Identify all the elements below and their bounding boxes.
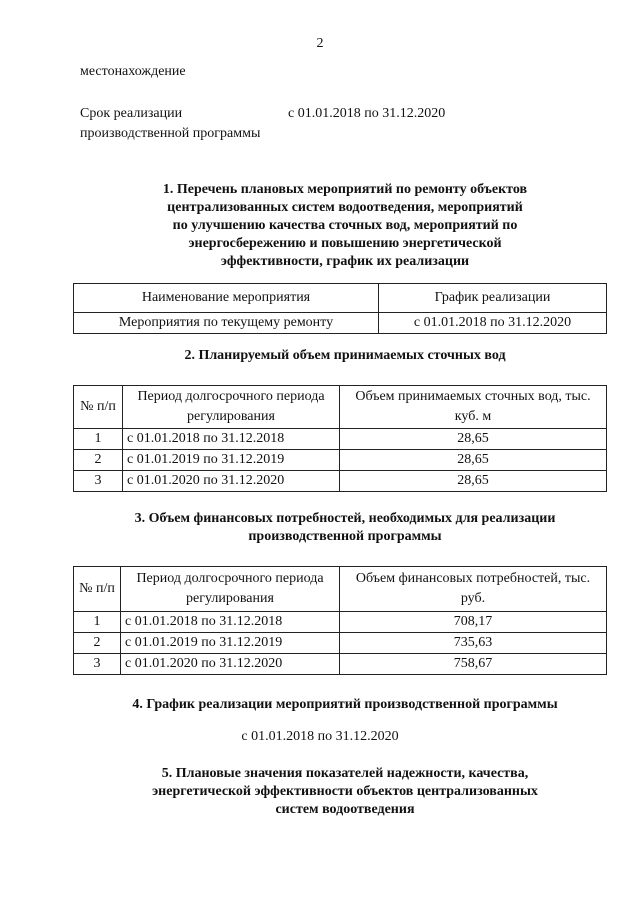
table-cell: с 01.01.2019 по 31.12.2019 bbox=[121, 633, 340, 654]
section-2-title: 2. Планируемый объем принимаемых сточных вод bbox=[184, 348, 506, 363]
table-header-cell: Период долгосрочного периода регулирования bbox=[123, 386, 340, 429]
table-cell: 708,17 bbox=[340, 612, 607, 633]
table-cell: 1 bbox=[74, 429, 123, 450]
table-header-row bbox=[74, 284, 607, 313]
table-row bbox=[74, 313, 607, 334]
term-label-line2: производственной программы bbox=[80, 126, 261, 141]
table-header-cell: № п/п bbox=[74, 567, 121, 612]
table-cell: 1 bbox=[74, 612, 121, 633]
section-1-table bbox=[73, 283, 607, 334]
table-row bbox=[74, 429, 607, 450]
table-cell: с 01.01.2020 по 31.12.2020 bbox=[123, 471, 340, 492]
section-5-title: 5. Плановые значения показателей надежности, качества, энергетической эффективности объектов централизованных систем водоотведения bbox=[152, 766, 538, 817]
term-value: с 01.01.2018 по 31.12.2020 bbox=[288, 106, 446, 121]
table-header-row bbox=[74, 386, 607, 429]
table-header-cell: Объем принимаемых сточных вод, тыс. куб. м bbox=[340, 386, 607, 429]
section-4-title: 4. График реализации мероприятий производственной программы bbox=[132, 697, 558, 712]
table-header-row bbox=[74, 567, 607, 612]
table-row bbox=[74, 654, 607, 675]
table-cell: Мероприятия по текущему ремонту bbox=[74, 313, 379, 334]
table-header-cell: График реализации bbox=[379, 284, 607, 313]
table-row bbox=[74, 471, 607, 492]
table-cell: 735,63 bbox=[340, 633, 607, 654]
term-label-line1: Срок реализации bbox=[80, 106, 183, 121]
section-3-table bbox=[73, 566, 607, 675]
table-cell: с 01.01.2018 по 31.12.2018 bbox=[121, 612, 340, 633]
table-cell: 3 bbox=[74, 654, 121, 675]
section-3-title: 3. Объем финансовых потребностей, необходимых для реализации производственной программы bbox=[134, 511, 556, 544]
table-header-cell: Объем финансовых потребностей, тыс. руб. bbox=[340, 567, 607, 612]
table-cell: с 01.01.2018 по 31.12.2018 bbox=[123, 429, 340, 450]
table-cell: 2 bbox=[74, 450, 123, 471]
table-header-cell: Наименование мероприятия bbox=[74, 284, 379, 313]
table-cell: 28,65 bbox=[340, 471, 607, 492]
table-row bbox=[74, 633, 607, 654]
table-cell: с 01.01.2018 по 31.12.2020 bbox=[379, 313, 607, 334]
location-label: местонахождение bbox=[80, 64, 186, 79]
section-4-period: с 01.01.2018 по 31.12.2020 bbox=[241, 729, 399, 744]
table-cell: 3 bbox=[74, 471, 123, 492]
table-header-cell: № п/п bbox=[74, 386, 123, 429]
section-1-title: 1. Перечень плановых мероприятий по ремонту объектов централизованных систем водоотведения, мероприятий по улучшению качества сточных вод, мероприятий по энергосбережению и повышению энергетической эффективности, график их реализации bbox=[162, 182, 528, 269]
table-cell: 758,67 bbox=[340, 654, 607, 675]
table-cell: с 01.01.2019 по 31.12.2019 bbox=[123, 450, 340, 471]
table-cell: 28,65 bbox=[340, 429, 607, 450]
table-cell: с 01.01.2020 по 31.12.2020 bbox=[121, 654, 340, 675]
table-cell: 2 bbox=[74, 633, 121, 654]
table-row bbox=[74, 612, 607, 633]
table-header-cell: Период долгосрочного периода регулирования bbox=[121, 567, 340, 612]
table-row bbox=[74, 450, 607, 471]
section-2-table bbox=[73, 385, 607, 492]
table-cell: 28,65 bbox=[340, 450, 607, 471]
page-number: 2 bbox=[316, 36, 324, 51]
